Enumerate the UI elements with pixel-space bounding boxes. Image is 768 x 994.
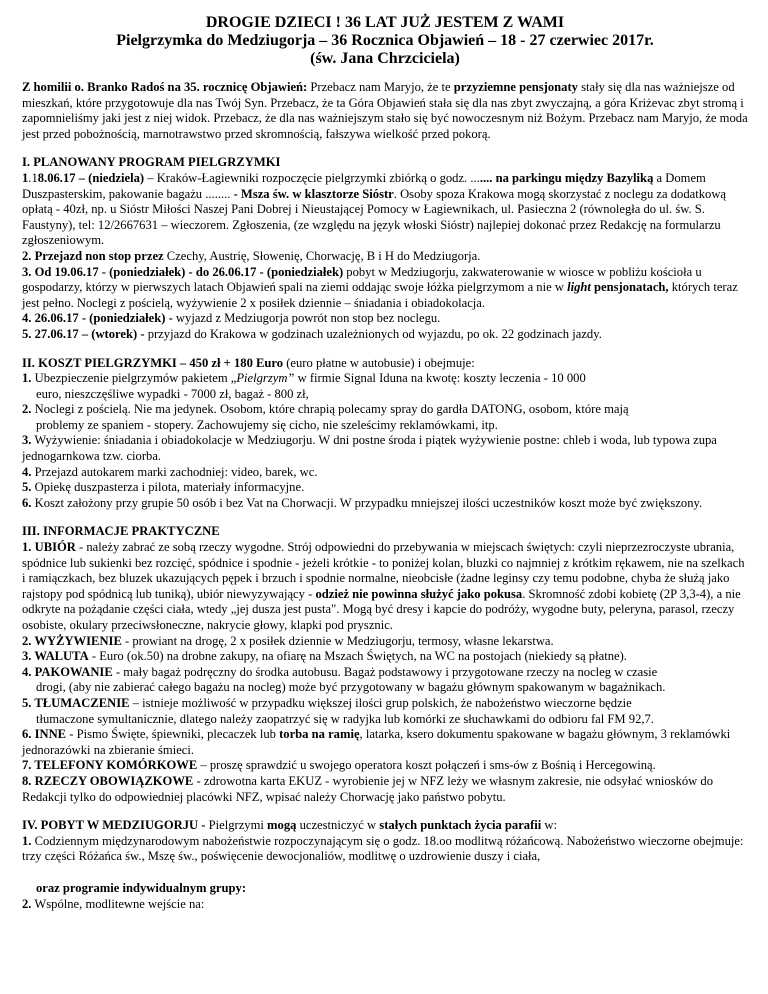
homily-bold-1: przyziemne pensjonaty bbox=[453, 80, 578, 94]
section-heading-program: I. PLANOWANY PROGRAM PIELGRZYMKI bbox=[22, 155, 281, 170]
homily-text-2: stały się dla nas ważniejsze od mieszkań, które przygotowuje dla nas Twój Syn. Przebacz, że ta Góra Objawień stała się dla nas zbyt zwyczajną, a góra Kriżevac zbyt stromą i zapomnieliśmy jaki jest z niej widok. Przebacz, że dla nas ważniejszym stało się być nowoczesnym niż Bożym. Przebacz nam Maryjo, że moda jest przed pobożnością, marnotrawstwo przed skromnością, fałszywa wielkość przed pokorą. bbox=[22, 80, 748, 141]
section-info bbox=[22, 524, 748, 805]
section-cost bbox=[22, 356, 748, 512]
info-item-3: 3. WALUTA - Euro (ok.50) na drobne zakupy, na ofiarę na Mszach Świętych, na WC na postojach (niekiedy są płatne). bbox=[22, 649, 627, 664]
cost-item-3: 3. Wyżywienie: śniadania i obiadokolacje w Medziugorju. W dni postne środa i piątek wyżywienie postne: chleb i woda, lub typowa zupa jednogarnkowa tzw. ciorba. bbox=[22, 433, 717, 464]
stay-item-1: 1. Codziennym międzynarodowym nabożeństwie rozpoczynającym się o godz. 18.oo modlitwą różańcową. Nabożeństwo wieczorne obejmuje: trzy części Różańca św., Mszę św., poświęcenie dewocjonaliów, modlitwę o uzdrowienie duszy i ciała, bbox=[22, 833, 744, 864]
homily-paragraph bbox=[22, 80, 748, 142]
stay-item-1-cont: oraz programie indywidualnym grupy: bbox=[36, 880, 247, 895]
info-item-6: 6. INNE - Pismo Święte, śpiewniki, plecaczek lub torba na ramię, latarka, ksero dokumentu spakowane w bagażu głównym, 3 reklamówki jednorazówki na zbieranie śmieci. bbox=[22, 727, 731, 757]
cost-item-2: 2. Noclegi z pościelą. Nie ma jedynek. Osobom, które chrapią polecamy spray do gardła DATONG, osobom, które mają bbox=[22, 402, 629, 417]
section-heading-info: III. INFORMACJE PRAKTYCZNE bbox=[22, 524, 220, 539]
title-line-1: DROGIE DZIECI ! 36 LAT JUŻ JESTEM Z WAMI bbox=[205, 14, 565, 31]
cost-item-4: 4. Przejazd autokarem marki zachodniej: video, barek, wc. bbox=[22, 464, 318, 479]
info-item-8: 8. RZECZY OBOWIĄZKOWE - zdrowotna karta EKUZ - wyrobienie jej w NFZ leży we własnym zakresie, nie odsyłać wniosków do Redakcji tylko do odpowiedniej placówki NFZ, wpisać należy Chorwację jako państwo pobytu. bbox=[22, 773, 714, 804]
section-heading-cost: II. KOSZT PIELGRZYMKI – 450 zł + 180 Euro (euro płatne w autobusie) i obejmuje: bbox=[22, 355, 475, 370]
info-item-2: 2. WYŻYWIENIE - prowiant na drogę, 2 x posiłek dziennie w Medziugorju, termosy, własne lekarstwa. bbox=[22, 633, 554, 648]
program-item-5: 5. 27.06.17 – (wtorek) - przyjazd do Krakowa w godzinach uzależnionych od wyjazdu, po ok. 22 godzinach jazdy. bbox=[22, 326, 602, 341]
cost-item-6: 6. Koszt założony przy grupie 50 osób i bez Vat na Chorwacji. W przypadku mniejszej ilości uczestników koszt może być zwiększony. bbox=[22, 495, 703, 510]
info-item-7: 7. TELEFONY KOMÓRKOWE – proszę sprawdzić u swojego operatora koszt połączeń i sms-ów z Bośnią i Hercegowiną. bbox=[22, 758, 656, 773]
cost-item-5: 5. Opiekę duszpasterza i pilota, materiały informacyjne. bbox=[22, 480, 305, 495]
section-stay bbox=[22, 818, 748, 912]
homily-text-1: Przebacz nam Maryjo, że te bbox=[307, 80, 454, 94]
program-item-4: 4. 26.06.17 - (poniedziałek) - wyjazd z Medziugorja powrót non stop bez noclegu. bbox=[22, 311, 441, 326]
cost-item-2-cont: problemy ze spaniem - stopery. Zachowujemy się cicho, nie szeleścimy reklamówkami, itp. bbox=[36, 417, 498, 432]
cost-item-1-cont: euro, nieszczęśliwe wypadki - 7000 zł, bagaż - 800 zł, bbox=[36, 386, 309, 401]
info-item-1: 1. UBIÓR - należy zabrać ze sobą rzeczy wygodne. Strój odpowiedni do przebywania w miejscach świętych: czyli nieprzezroczyste ubrania, spódnice lub sukienki bez rozcięć, spódnice i spodnie - jeżeli krótkie - to poniżej kolan, bluzki co najmniej z krótkim rękawem, nie na szelkach i ramiączkach, bez bluzek ukazujących pępek i brzuch i spodnie normalne, nieobcisłe (żadne leginsy czy temu podobne, chyba że służą jako rajstopy pod spódnicą lub tuniką), ubiór niewyzywający - odzież nie powinna służyć jako pokusa. Skromność zdobi kobietę (2P 3,3-4), a nie odkryte na pożądanie części ciała, wtedy „jej dusza jest pusta". Mogą być dresy i kapcie do podróży, wygodne buty, peleryna, parasol, rzeczy osobiste, okulary przeciwsłoneczne, nakrycie głowy, klapki pod prysznic. bbox=[22, 540, 745, 632]
info-item-5-cont: tłumaczone symultanicznie, dlatego należy zaopatrzyć się w radyjka lub komórki ze słuchawkami do odbioru fal FM 92,7. bbox=[36, 711, 654, 726]
section-heading-stay: IV. POBYT W MEDZIUGORJU - Pielgrzymi mogą uczestniczyć w stałych punktach życia parafii w: bbox=[22, 818, 558, 833]
title-line-2: Pielgrzymka do Medziugorja – 36 Rocznica Objawień – 18 - 27 czerwiec 2017r. bbox=[116, 32, 654, 49]
title-line-3: (św. Jana Chrzciciela) bbox=[310, 50, 460, 67]
homily-lead: Z homilii o. Branko Radoś na 35. rocznicę Objawień: bbox=[22, 80, 308, 94]
document-header bbox=[22, 14, 748, 68]
cost-item-1: 1. Ubezpieczenie pielgrzymów pakietem „Pielgrzym” w firmie Signal Iduna na kwotę: koszty leczenia - 10 000 bbox=[22, 371, 586, 386]
section-program bbox=[22, 155, 748, 342]
program-item-1: 1.18.06.17 – (niedziela) – Kraków-Łagiewniki rozpoczęcie pielgrzymki zbiórką o godz. ....... na parkingu między Bazyliką a Domem Duszpasterskim, pakowanie bagażu ........ - Msza św. w klasztorze Sióstr. Osoby spoza Krakowa mogą skorzystać z noclegu za dodatkową opłatą - 40zł, np. u Sióstr Miłości Naszej Pani Dobrej i Nieustającej Pomocy w Łagiewnikach, ul. Pasieczna 2 (równoległa do ul. św. S. Faustyny), tel: 12/2667631 – wieczorem. Zgłoszenia, (ze względu na język włoski Sióstr) najlepiej dokonać przez Redakcję na formularzu zgłoszeniowym. bbox=[22, 170, 727, 248]
program-item-3: 3. Od 19.06.17 - (poniedziałek) - do 26.06.17 - (poniedziałek) pobyt w Medziugorju, zakwaterowanie w wiosce w pobliżu kościoła u gospodarzy, którzy w pierwszych latach Objawień spali na ziemi oddając swoje łóżka pielgrzymom a nie w light pensjonatach, których teraz jest pełno. Noclegi z pościelą, wyżywienie 2 x posiłek dziennie – śniadania i obiadokolacja. bbox=[22, 264, 738, 310]
info-item-5: 5. TŁUMACZENIE – istnieje możliwość w przypadku większej ilości grup polskich, że nabożeństwo wieczorne będzie bbox=[22, 695, 632, 710]
info-item-4-cont: drogi, (aby nie zabierać całego bagażu na nocleg) może być przygotowany w bagażu głównym spakowanym w bagażnikach. bbox=[36, 680, 666, 695]
info-item-4: 4. PAKOWANIE - mały bagaż podręczny do środka autobusu. Bagaż podstawowy i przygotowane rzeczy na nocleg w czasie bbox=[22, 664, 658, 679]
spacer bbox=[22, 865, 748, 881]
program-item-2: 2. Przejazd non stop przez Czechy, Austrię, Słowenię, Chorwację, B i H do Medziugorja. bbox=[22, 248, 481, 263]
stay-item-2: 2. Wspólne, modlitewne wejście na: bbox=[22, 896, 205, 911]
